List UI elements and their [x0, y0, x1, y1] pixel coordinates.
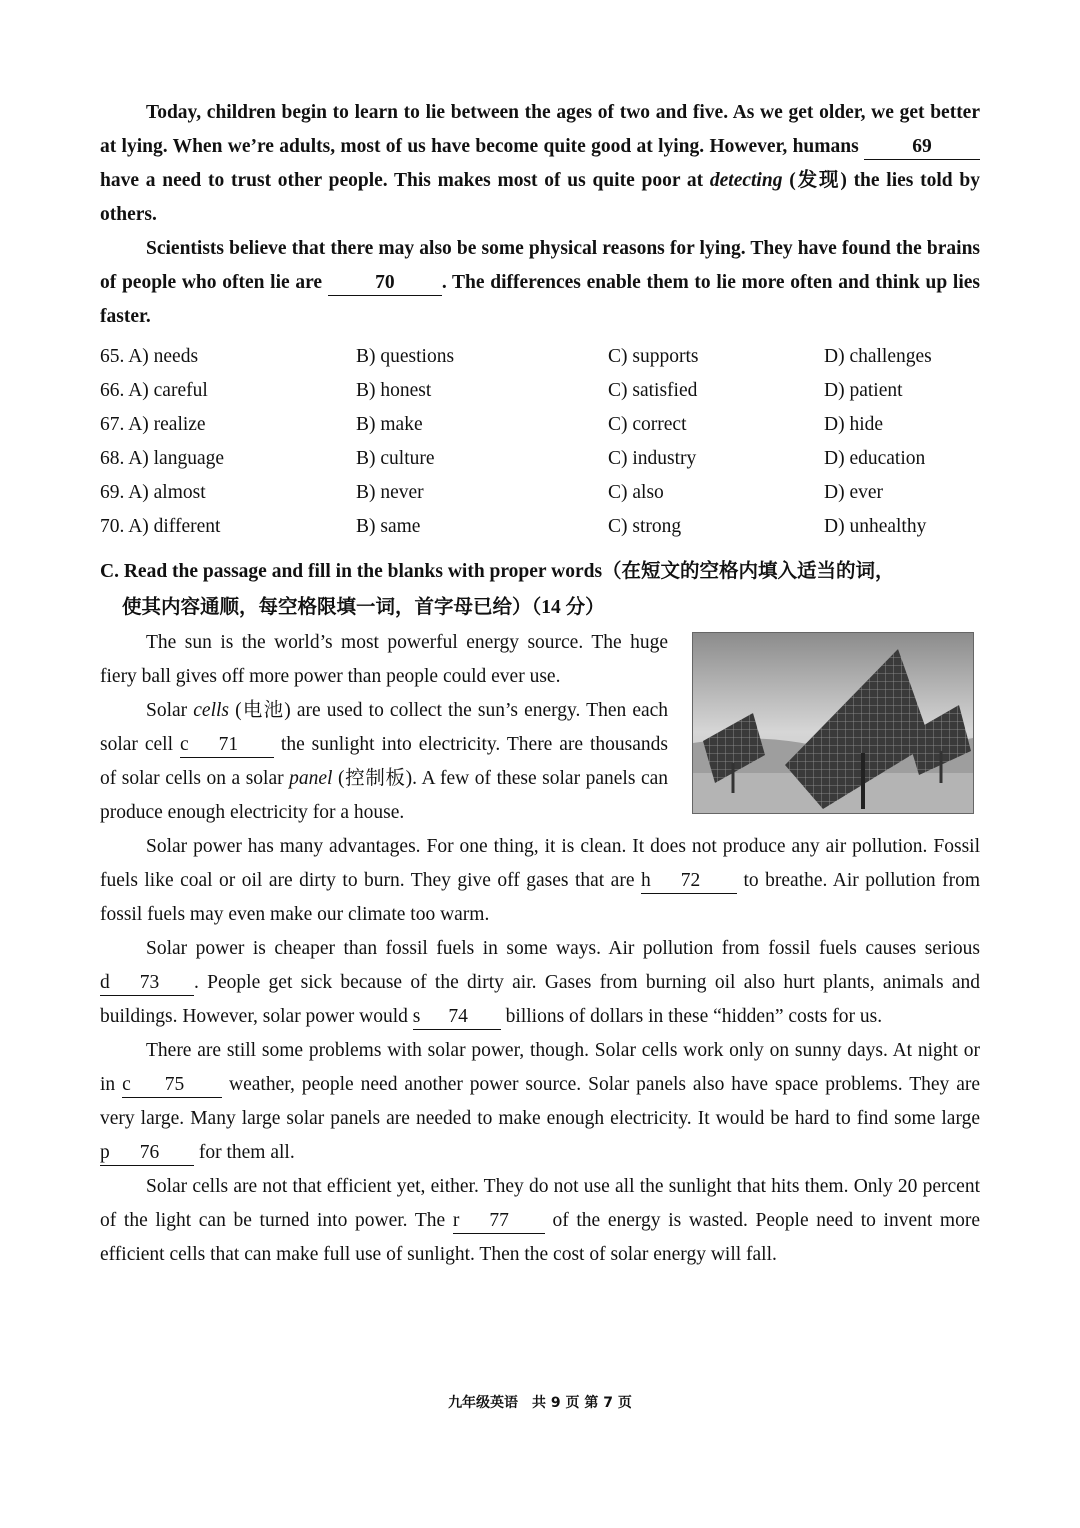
- passage-c-text-4b: . People get sick because of the dirty air. Gases from burning oil also hurt plants, animals and buildings. However, solar power would: [100, 972, 980, 1027]
- option-a: 65. A) needs: [100, 346, 199, 367]
- option-d: D) hide: [824, 414, 884, 435]
- blank-76-letter: p: [100, 1142, 110, 1163]
- blank-69: [864, 135, 980, 160]
- blank-76: [100, 1141, 194, 1166]
- blank-72-letter: h: [640, 870, 651, 891]
- passage-c-text-2d: . A few of these solar panels can produce enough electricity for a house.: [100, 768, 669, 823]
- option-row: [100, 374, 980, 408]
- option-c: C) also: [608, 482, 664, 503]
- section-c-title: [100, 554, 980, 626]
- option-row: [100, 510, 980, 544]
- option-c: C) industry: [608, 448, 697, 469]
- passage-c-paragraph-3: [100, 830, 980, 932]
- blank-73: [100, 971, 194, 996]
- option-row: [100, 408, 980, 442]
- passage-b-text-1c: the lies told by others.: [100, 170, 980, 225]
- blank-77: [453, 1209, 545, 1234]
- cells-translation: (电池): [235, 700, 291, 721]
- panel-translation: (控制板): [338, 768, 413, 789]
- option-a: 66. A) careful: [100, 380, 208, 401]
- blank-72: [641, 869, 737, 894]
- option-d: D) challenges: [824, 346, 932, 367]
- option-d: D) ever: [824, 482, 884, 503]
- option-a: 69. A) almost: [100, 482, 206, 503]
- passage-c-text-3a: Solar power has many advantages. For one thing, it is clean. It does not produce any air pollution. Fossil fuels like coal or oil are dirty to burn. They give off gases that are: [100, 836, 980, 891]
- blank-75: [122, 1073, 222, 1098]
- panel-word: panel: [289, 768, 333, 789]
- section-c-title-cn-2: 使其内容通顺，每空格限填一词，首字母已给）（14 分）: [122, 597, 605, 618]
- blank-75-number: 75: [164, 1074, 185, 1095]
- blank-77-letter: r: [452, 1210, 460, 1231]
- passage-c-text-6a: Solar cells are not that efficient yet, either. They do not use all the sunlight that hits them. Only 20 percent of the light can be turned into power. The: [100, 1176, 980, 1231]
- detecting-translation: (发现): [789, 170, 847, 191]
- passage-b-text-1b: have a need to trust other people. This makes most of us quite poor at: [100, 170, 704, 191]
- solar-passage: [100, 626, 980, 1272]
- solar-panels-illustration: [693, 633, 973, 813]
- blank-69-number: 69: [912, 136, 932, 157]
- passage-c-paragraph-4: [100, 932, 980, 1034]
- passage-c-text-2a: Solar: [146, 700, 188, 721]
- option-b: B) make: [356, 414, 423, 435]
- option-b: B) never: [356, 482, 424, 503]
- passage-c-paragraph-2: [100, 694, 668, 830]
- option-row: [100, 442, 980, 476]
- option-b: B) questions: [356, 346, 455, 367]
- passage-c-text-2c: the sunlight into electricity. There are thousands of solar cells on a solar: [100, 734, 669, 789]
- blank-74-letter: s: [412, 1006, 421, 1027]
- option-row: [100, 340, 980, 374]
- blank-73-number: 73: [139, 972, 160, 993]
- blank-74: [413, 1005, 501, 1030]
- passage-c-text-2b: are used to collect the sun’s energy. Then each solar cell: [100, 700, 669, 755]
- blank-71-letter: c: [179, 734, 189, 755]
- passage-c-text-5a: There are still some problems with solar power, though. Solar cells work only on sunny days. At night or in: [100, 1040, 980, 1095]
- blank-71: [180, 733, 274, 758]
- section-c-title-en: C. Read the passage and fill in the blanks with proper words: [100, 561, 603, 582]
- option-b: B) culture: [356, 448, 435, 469]
- blank-72-number: 72: [680, 870, 701, 891]
- options-table: [100, 340, 980, 544]
- passage-c-paragraph-5: [100, 1034, 980, 1170]
- option-d: D) patient: [824, 380, 903, 401]
- passage-c-paragraph-6: [100, 1170, 980, 1272]
- detecting-word: detecting: [709, 170, 783, 191]
- option-c: C) correct: [608, 414, 687, 435]
- passage-b-text-2a: Scientists believe that there may also be some physical reasons for lying. They have found the brains of people who often lie are: [100, 238, 980, 293]
- blank-76-number: 76: [139, 1142, 160, 1163]
- passage-c-paragraph-1: The sun is the world’s most powerful energy source. The huge fiery ball gives off more power than people could ever use.: [100, 632, 668, 687]
- cells-word: cells: [193, 700, 230, 721]
- option-b: B) same: [356, 516, 421, 537]
- option-d: D) unhealthy: [824, 516, 927, 537]
- passage-b-paragraph-2: [100, 232, 980, 334]
- option-a: 67. A) realize: [100, 414, 206, 435]
- passage-c-text-5b: weather, people need another power source. Solar panels also have space problems. They are very large. Many large solar panels are needed to make enough electricity. It would be hard to find some large: [100, 1074, 981, 1129]
- passage-b-text-1a: Today, children begin to learn to lie between the ages of two and five. As we get older, we get better at lying. When we’re adults, most of us have become quite good at lying. However, humans: [100, 102, 980, 157]
- blank-75-letter: c: [122, 1074, 131, 1095]
- passage-b-text-2b: . The differences enable them to lie more often and think up lies faster.: [100, 272, 980, 327]
- blank-77-number: 77: [489, 1210, 509, 1231]
- option-b: B) honest: [356, 380, 432, 401]
- exam-page: [100, 96, 980, 1272]
- option-row: [100, 476, 980, 510]
- option-c: C) strong: [608, 516, 682, 537]
- option-c: C) supports: [608, 346, 699, 367]
- option-a: 68. A) language: [100, 448, 225, 469]
- section-c-title-cn-1: （在短文的空格内填入适当的词，: [602, 561, 895, 582]
- blank-73-letter: d: [100, 972, 110, 993]
- blank-70: [328, 271, 442, 296]
- option-a: 70. A) different: [100, 516, 221, 537]
- blank-74-number: 74: [448, 1006, 468, 1027]
- passage-c-text-6b: of the energy is wasted. People need to invent more efficient cells that can make full use of sunlight. Then the cost of solar energy will fall.: [100, 1210, 981, 1265]
- passage-c-text-4a: Solar power is cheaper than fossil fuels in some ways. Air pollution from fossil fuels causes serious: [146, 938, 980, 959]
- passage-b-paragraph-1: [100, 96, 980, 232]
- passage-c-text-5c: for them all.: [198, 1142, 295, 1163]
- page-footer: 九年级英语 共 9 页 第 7 页: [448, 1395, 632, 1411]
- blank-70-number: 70: [375, 272, 395, 293]
- passage-c-text-4c: billions of dollars in these “hidden” costs for us.: [505, 1006, 883, 1027]
- passage-c-text-3b: to breathe. Air pollution from fossil fuels may even make our climate too warm.: [100, 870, 981, 925]
- option-d: D) education: [824, 448, 926, 469]
- solar-panels-image: [692, 632, 974, 814]
- blank-71-number: 71: [218, 734, 239, 755]
- option-c: C) satisfied: [608, 380, 698, 401]
